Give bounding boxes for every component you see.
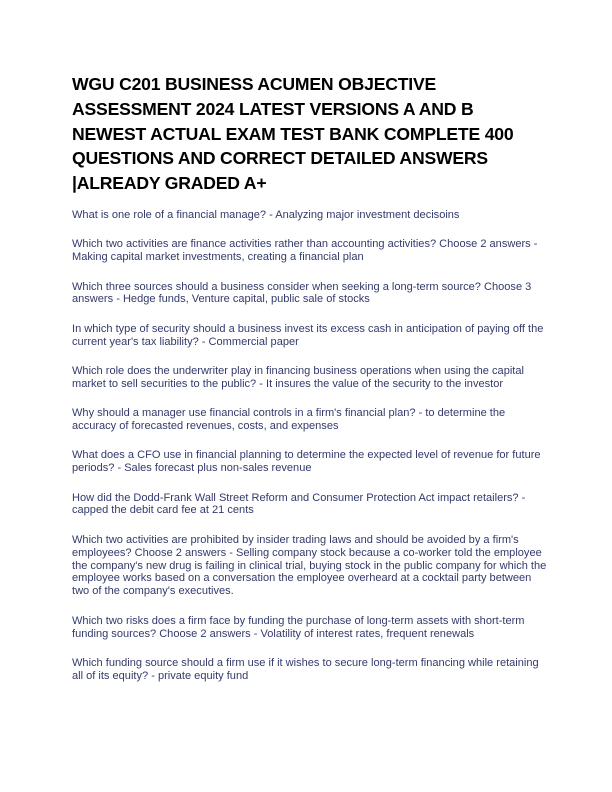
qa-item: Which two risks does a firm face by funding the purchase of long-term assets with short-term funding sources? Choose 2 answers - Volatility of interest rates, frequent renewals bbox=[72, 614, 525, 640]
qa-item: In which type of security should a business invest its excess cash in anticipation of paying off the current year's tax liability? - Commercial paper bbox=[72, 322, 544, 348]
qa-item: Why should a manager use financial controls in a firm's financial plan? - to determine the accuracy of forecasted revenues, costs, and expenses bbox=[72, 407, 506, 433]
qa-item: How did the Dodd-Frank Wall Street Reform and Consumer Protection Act impact retailers? - capped the debit card fee at 21 cents bbox=[72, 491, 526, 517]
qa-item: Which two activities are prohibited by insider trading laws and should be avoided by a firm's employees? Choose 2 answers - Selling company stock because a co-worker told the employee the company's new drug is failing in clinical trial, buying stock in the public company for which the employee works based on a conversation the employee overheard at a cocktail party between two of the company's executives. bbox=[72, 533, 547, 598]
qa-item: Which funding source should a firm use if it wishes to secure long-term financing while retaining all of its equity? - private equity fund bbox=[72, 656, 539, 682]
question-answer-list bbox=[72, 209, 550, 699]
document-title: WGU C201 BUSINESS ACUMEN OBJECTIVE ASSESSMENT 2024 LATEST VERSIONS A AND B NEWEST ACTUAL EXAM TEST BANK COMPLETE 400 QUESTIONS AND CORRECT DETAILED ANSWERS |ALREADY GRADED A+ bbox=[72, 74, 514, 194]
qa-item: What is one role of a financial manage? - Analyzing major investment decisoins bbox=[72, 209, 460, 221]
qa-item: What does a CFO use in financial planning to determine the expected level of revenue for future periods? - Sales forecast plus non-sales revenue bbox=[72, 449, 541, 475]
qa-item: Which two activities are finance activities rather than accounting activities? Choose 2 answers - Making capital market investments, creating a financial plan bbox=[72, 238, 538, 264]
qa-item: Which role does the underwriter play in financing business operations when using the capital market to sell securities to the public? - It insures the value of the security to the investor bbox=[72, 364, 524, 390]
qa-item: Which three sources should a business consider when seeking a long-term source? Choose 3 answers - Hedge funds, Venture capital, public sale of stocks bbox=[72, 280, 532, 306]
